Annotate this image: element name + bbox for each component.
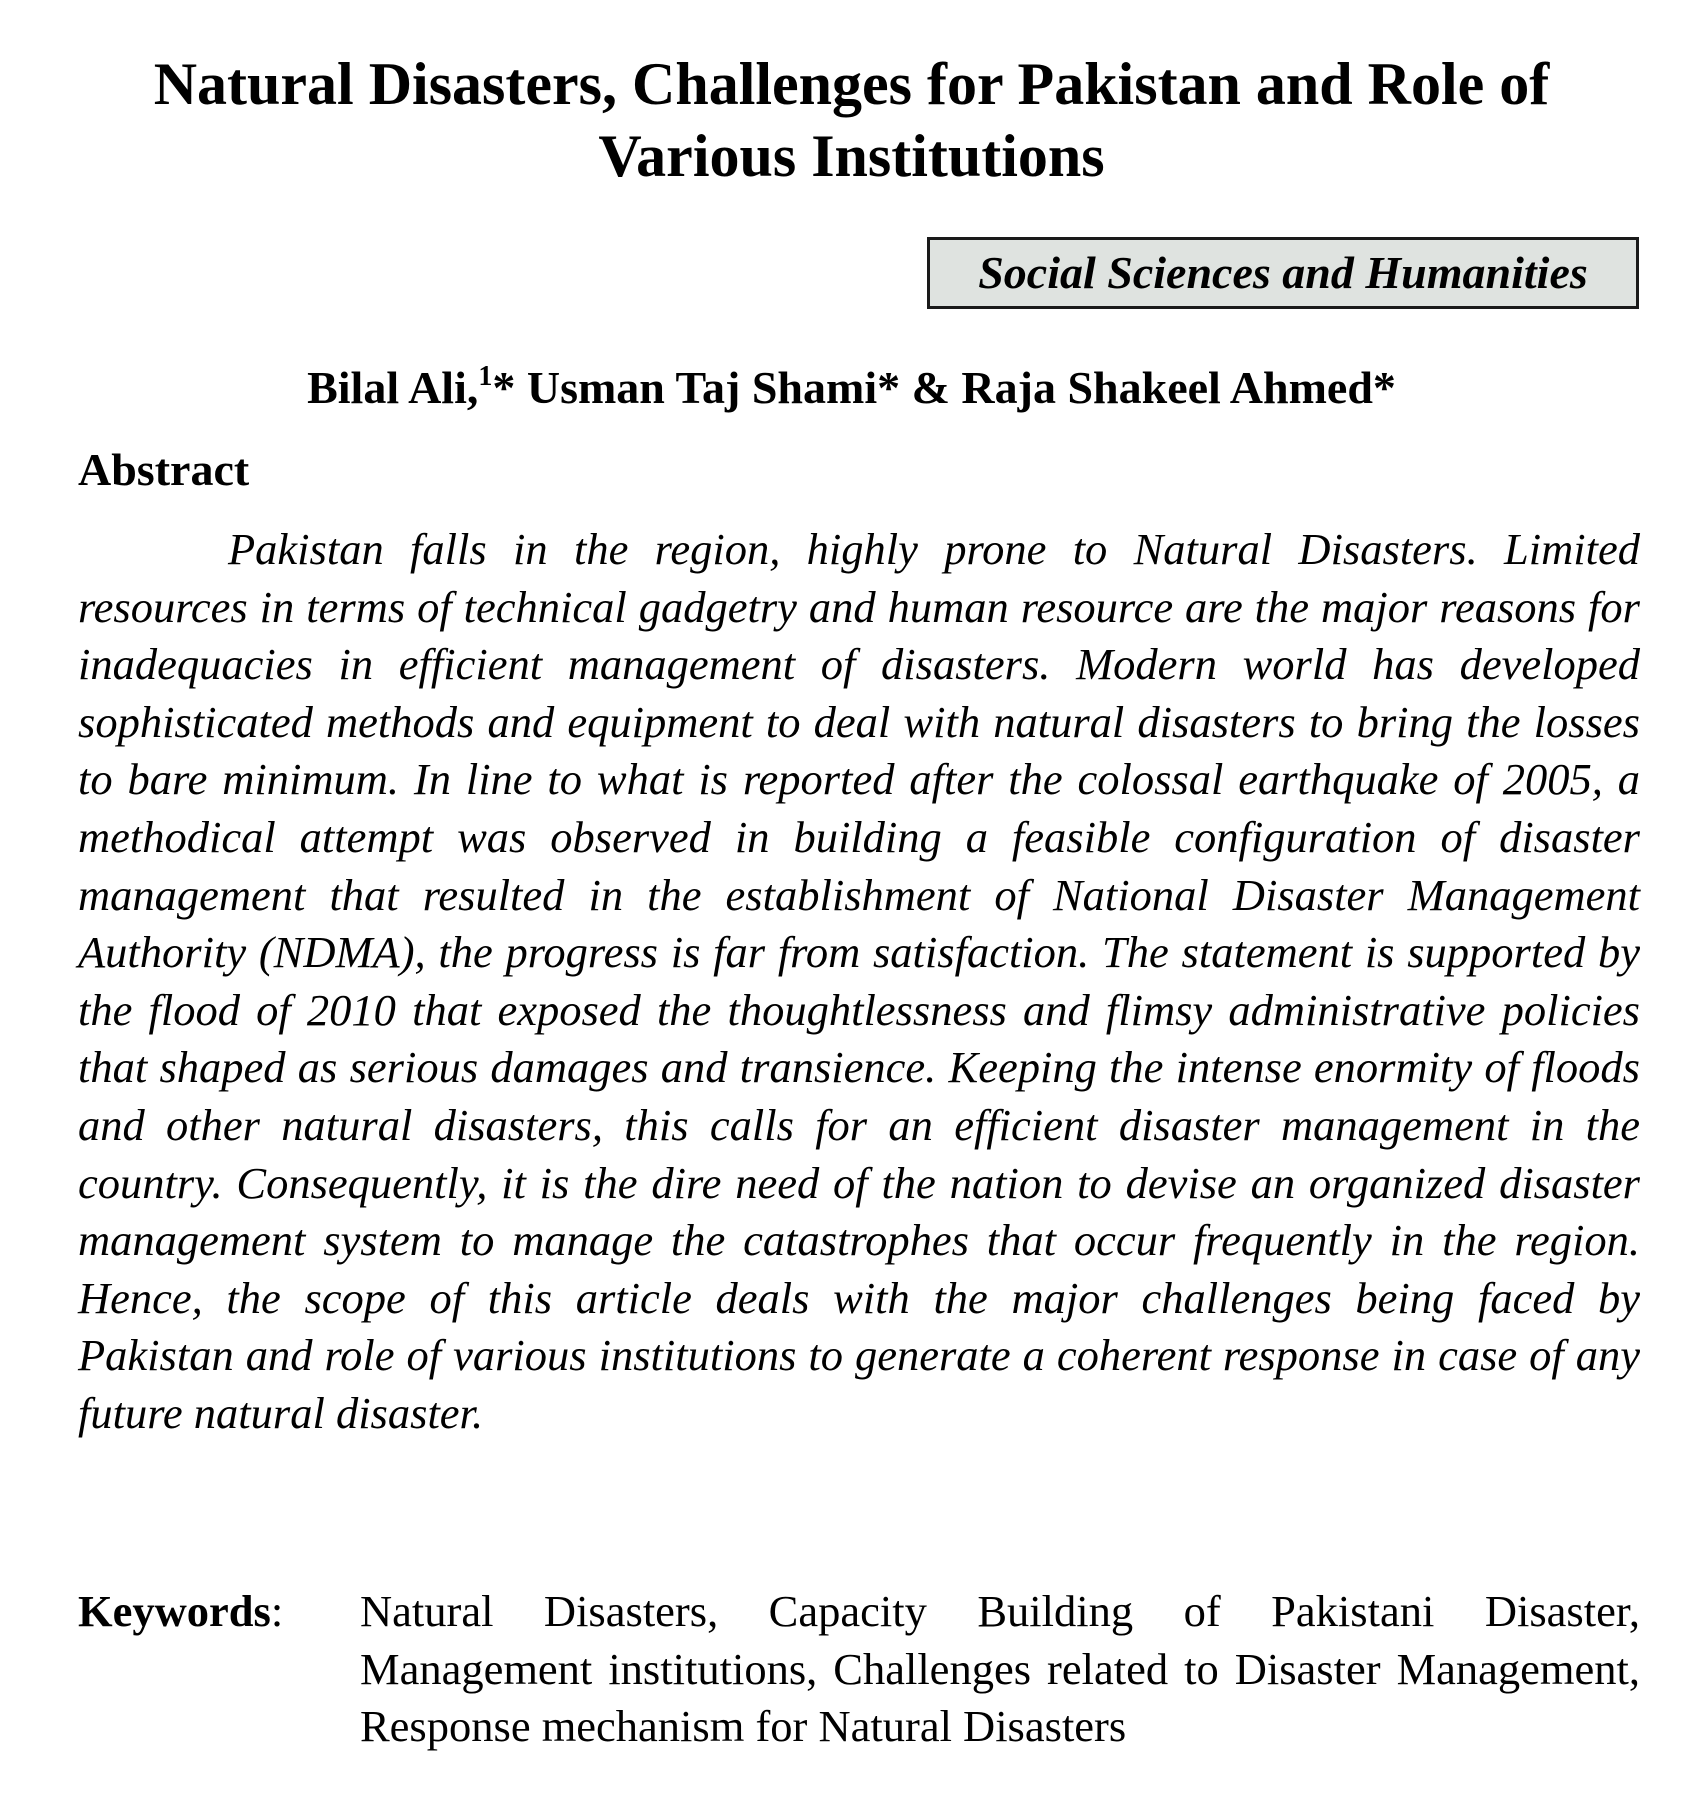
other-authors: * Usman Taj Shami* & Raja Shakeel Ahmed* [492, 362, 1396, 413]
subject-category-label: Social Sciences and Humanities [978, 247, 1588, 298]
first-author: Bilal Ali, [307, 362, 479, 413]
abstract-text: Pakistan falls in the region, highly prone to Natural Disasters. Limited resources in terms of technical gadgetry and human resource are the major reasons for inadequacies in efficient management of disasters. Modern world has developed sophisticated methods and equipment to deal with natural disasters to bring the losses to bare minimum. In line to what is reported after the colossal earthquake of 2005, a methodical attempt was observed in building a feasible configuration of disaster management that resulted in the establishment of National Disaster Management Authority (NDMA), the progress is far from satisfaction. The statement is supported by the flood of 2010 that exposed the thoughtlessness and flimsy administrative policies that shaped as serious damages and transience. Keeping the intense enormity of floods and other natural disasters, this calls for an efficient disaster management in the country. Consequently, it is the dire need of the nation to devise an organized disaster management system to manage the catastrophes that occur frequently in the region. Hence, the scope of this article deals with the major challenges being faced by Pakistan and role of various institutions to generate a coherent response in case of any future natural disaster. [78, 524, 1640, 1438]
keywords-label-wrap [78, 1583, 360, 1756]
keywords-section [78, 1583, 1640, 1756]
keywords-colon: : [270, 1586, 284, 1636]
keywords-list: Natural Disasters, Capacity Building of Pakistani Disaster, Management institutions, Challenges related to Disaster Management, Response mechanism for Natural Disasters [360, 1586, 1640, 1752]
author-list [60, 360, 1643, 416]
subject-category-badge [927, 237, 1639, 309]
affiliation-mark: 1 [478, 361, 493, 392]
paper-title: Natural Disasters, Challenges for Pakistan and Role of Various Institutions [153, 51, 1550, 189]
abstract-heading: Abstract [78, 444, 250, 495]
keywords-label: Keywords [78, 1586, 271, 1636]
